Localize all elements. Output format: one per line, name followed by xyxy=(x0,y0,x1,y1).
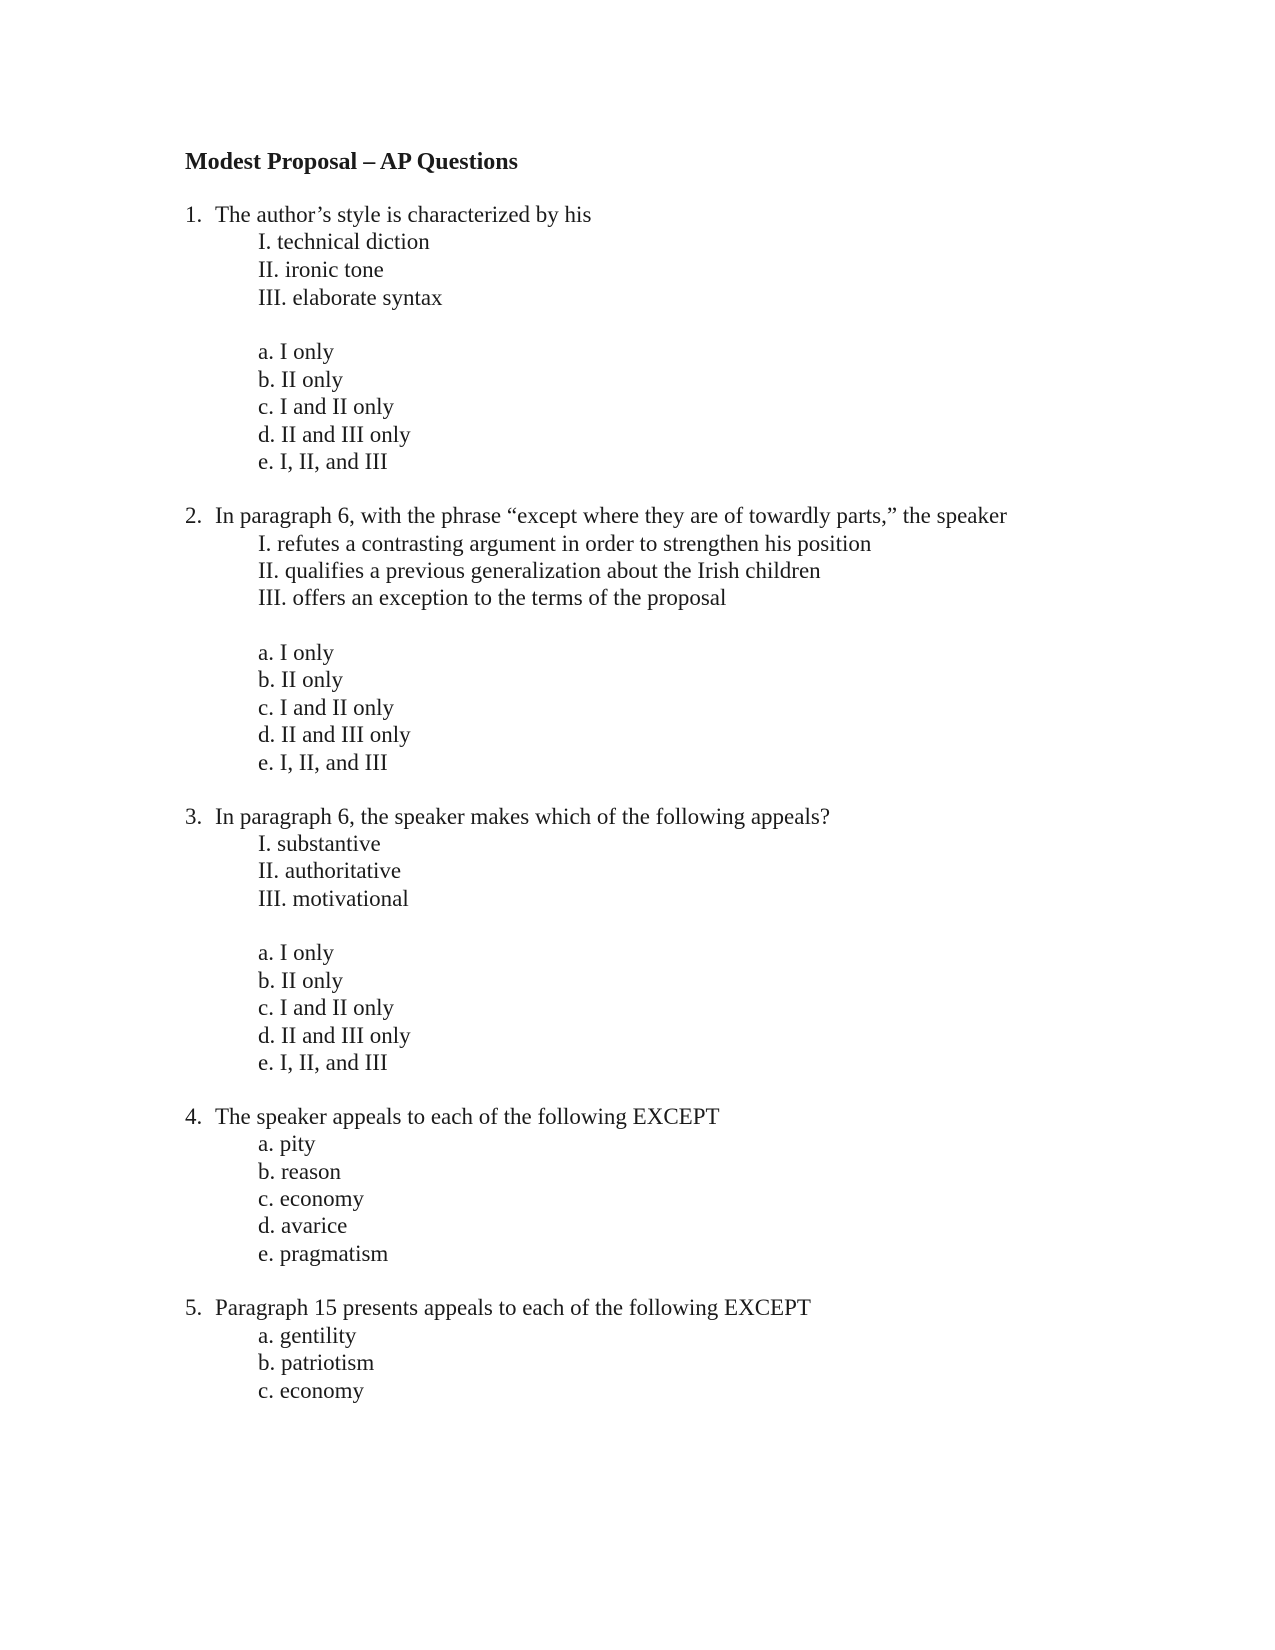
answer-choice: a. gentility xyxy=(258,1323,357,1348)
answer-choice: b. reason xyxy=(258,1159,342,1184)
answer-choice: c. I and II only xyxy=(258,394,395,419)
question-text: Paragraph 15 presents appeals to each of the following EXCEPT xyxy=(215,1295,811,1320)
answer-choice: c. I and II only xyxy=(258,995,395,1020)
question-text: The author’s style is characterized by his xyxy=(215,202,592,227)
statement-item: III. motivational xyxy=(258,886,409,911)
answer-choice: a. pity xyxy=(258,1131,316,1156)
question-number: 5. xyxy=(185,1295,203,1320)
answer-choice: b. II only xyxy=(258,667,343,692)
answer-choice: a. I only xyxy=(258,940,335,965)
statement-item: I. technical diction xyxy=(258,229,430,254)
answer-choice: b. II only xyxy=(258,968,343,993)
page-title: Modest Proposal – AP Questions xyxy=(185,149,518,175)
answer-choice: e. I, II, and III xyxy=(258,1050,388,1075)
answer-choice: d. II and III only xyxy=(258,422,411,447)
answer-choice: c. economy xyxy=(258,1378,365,1403)
question-number: 4. xyxy=(185,1104,203,1129)
answer-choice: e. I, II, and III xyxy=(258,449,388,474)
answer-choice: e. I, II, and III xyxy=(258,750,388,775)
statement-item: III. elaborate syntax xyxy=(258,285,443,310)
question-text: In paragraph 6, the speaker makes which of the following appeals? xyxy=(215,804,831,829)
statement-item: I. refutes a contrasting argument in order to strengthen his position xyxy=(258,531,872,556)
statement-item: II. qualifies a previous generalization about the Irish children xyxy=(258,558,821,583)
question-number: 1. xyxy=(185,202,203,227)
statement-item: II. authoritative xyxy=(258,858,402,883)
answer-choice: d. II and III only xyxy=(258,1023,411,1048)
question-number: 2. xyxy=(185,503,203,528)
answer-choice: a. I only xyxy=(258,640,335,665)
statement-item: II. ironic tone xyxy=(258,257,384,282)
answer-choice: c. I and II only xyxy=(258,695,395,720)
question-text: The speaker appeals to each of the following EXCEPT xyxy=(215,1104,720,1129)
statement-item: I. substantive xyxy=(258,831,381,856)
answer-choice: c. economy xyxy=(258,1186,365,1211)
answer-choice: a. I only xyxy=(258,339,335,364)
answer-choice: b. patriotism xyxy=(258,1350,375,1375)
question-text: In paragraph 6, with the phrase “except where they are of towardly parts,” the speaker xyxy=(215,503,1007,528)
answer-choice: d. avarice xyxy=(258,1213,348,1238)
answer-choice: d. II and III only xyxy=(258,722,411,747)
statement-item: III. offers an exception to the terms of the proposal xyxy=(258,585,727,610)
answer-choice: e. pragmatism xyxy=(258,1241,389,1266)
answer-choice: b. II only xyxy=(258,367,343,392)
question-number: 3. xyxy=(185,804,203,829)
